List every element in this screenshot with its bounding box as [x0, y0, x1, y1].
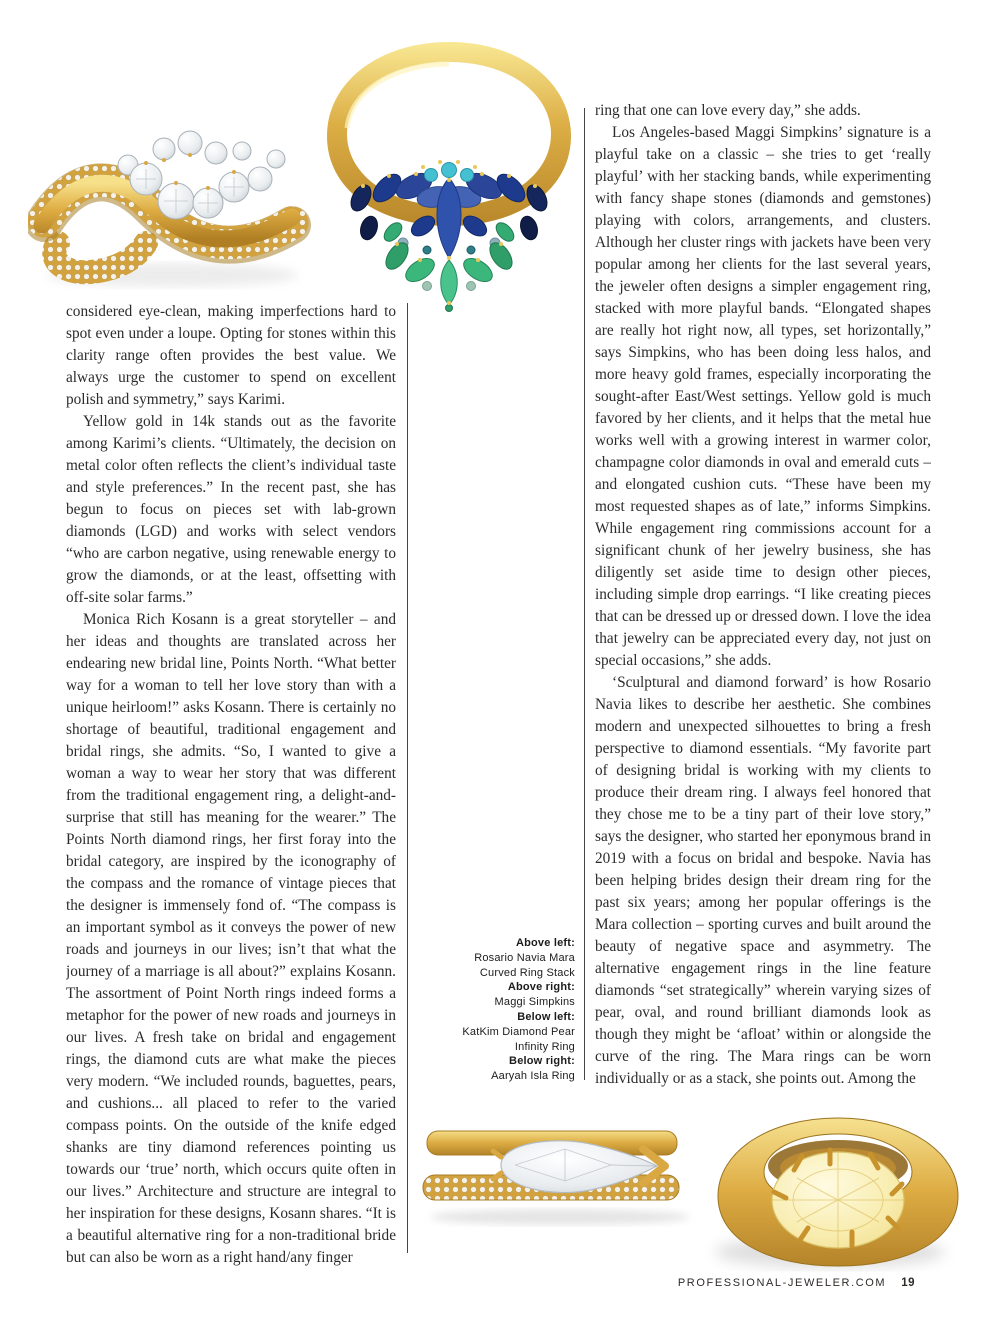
- article-paragraph: ring that one can love every day,” she adds.: [595, 102, 861, 119]
- ring-photo-below-left: [415, 1113, 705, 1231]
- caption-line: Below right:: [509, 1055, 575, 1068]
- caption-line: Below left:: [517, 1010, 575, 1023]
- caption-line: Curved Ring Stack: [479, 966, 575, 979]
- caption-line: Maggi Simpkins: [494, 996, 575, 1009]
- page-footer: [678, 1277, 915, 1289]
- column-divider-left: [407, 303, 408, 1253]
- article-right-column: [595, 100, 931, 1090]
- article-paragraph: considered eye-clean, making imperfections hard to spot even under a loupe. Opting for stones within this clarity range often provides the best value. We always urge the customer to spend on excellent polish and symmetry,” says Karimi.: [66, 303, 396, 408]
- ring-photo-above-left: [28, 83, 313, 295]
- photo-caption-block: [355, 936, 575, 1084]
- caption-line: Above right:: [507, 981, 575, 994]
- caption-line: Rosario Navia Mara: [474, 951, 575, 964]
- article-paragraph: Monica Rich Kosann is a great storyteller – and her ideas and thoughts are translated across her endearing new bridal line, Points North. “What better way for a woman to tell her love story than with a unique heirloom!” asks Kosann. There is certainly no shortage of beautiful, traditional engagement and bridal rings, she admits. “So, I wanted to give a woman a way to wear her story that was different from the traditional engagement ring, a delight-and-surprise that still has meaning for the wearer.” The Points North diamond rings, her first foray into the bridal category, are inspired by the iconography of the compass and the romance of vintage pieces that the designer is immensely fond of. “The compass is an important symbol as it conveys the power of new roads and journeys in our lives; isn’t that what the journey of a marriage is all about?” explains Kosann. The assortment of Point North rings indeed forms a metaphor for the power of new roads and journeys in our lives. A fresh take on bridal and engagement rings, the diamond cuts are what make the pieces very modern. “We included rounds, baguettes, pears, and cushions... all placed to refer to the varied compass points. On the outside of the knife edged shanks are tiny diamond references pointing us towards our ‘true’ north, which occurs quite often in our lives.” Architecture and structure are integral to her inspiration for these designs, Kosann shares. “It is a beautiful alternative ring for a non-traditional bride but can also be worn as a right hand/any finger: [66, 611, 396, 1266]
- yellow-oval-ring-illustration: [702, 1100, 974, 1280]
- caption-line: Aaryah Isla Ring: [491, 1070, 575, 1083]
- sapphire-emerald-ring-illustration: [303, 20, 595, 312]
- column-divider-right: [584, 108, 585, 1080]
- curved-ring-stack-illustration: [28, 83, 313, 295]
- ring-photo-above-right: [303, 20, 595, 312]
- footer-website: PROFESSIONAL-JEWELER.COM: [677, 1277, 887, 1289]
- caption-line: Infinity Ring: [514, 1040, 575, 1053]
- caption-line: Above left:: [515, 937, 575, 949]
- article-paragraph: ‘Sculptural and diamond forward’ is how Rosario Navia likes to describe her aesthetic. She combines modern and unexpected silhouettes to bring a fresh perspective to diamond essentials. “My favorite part of designing bridal is working with my clients to produce their dream ring. I always feel honored that they chose me to be a tiny part of their love story,” says the designer, who started her eponymous brand in 2019 with a focus on bridal and bespoke. Navia has been helping brides design their dream ring for the past six years; among her popular offerings is the Mara collection – sporting curves and built around the beauty of negative space and asymmetry. The alternative engagement rings in the line feature diamonds “set strategically” wherein varying sizes of pear, oval, and round brilliant diamonds look as though they might be ‘afloat’ within or alongside the curve of the ring. The Mara rings can be worn individually or as a stack, she points out. Among the: [595, 674, 931, 1087]
- article-left-column: [66, 301, 396, 1267]
- page-number: 19: [901, 1277, 915, 1289]
- ring-photo-below-right: [702, 1100, 974, 1280]
- article-paragraph: Los Angeles-based Maggi Simpkins’ signature is a playful take on a classic – she tries to get ‘really playful’ with her stacking bands, while experimenting with fancy shape stones (diamonds and gemstones) playing with colors, arrangements, and clusters. Although her cluster rings with jackets have been very popular among her clients for the last several years, the jeweler often designs a simpler engagement ring, stacked with more playful bands. “Elongated shapes are really hot right now, all types, set horizontally,” says Simpkins, who has been doing less halos, and more heavy gold frames, especially incorporating the sought-after East/West settings. Yellow gold is much favored by her clients, and it helps that the metal hue works well with a growing interest in warmer color, champagne color diamonds in oval and emerald cuts – and elongated cushion cuts. “These have been my most requested shapes as of late,” informs Simpkins. While engagement ring commissions account for a significant chunk of her jewelry business, she has diligently set aside time to design other pieces, including simple drop earrings. “I like creating pieces that can be dressed up or dressed down. I love the idea that jewelry can be appreciated every day, not just on special occasions,” she adds.: [595, 124, 931, 669]
- pear-infinity-ring-illustration: [415, 1113, 705, 1231]
- article-paragraph: Yellow gold in 14k stands out as the favorite among Karimi’s clients. “Ultimately, the decision on metal color often reflects the client’s individual taste and style preferences.” In the recent past, she has begun to focus on pieces set with lab-grown diamonds (LGD) and works with select vendors “who are carbon negative, using renewable energy to grow the diamonds, or at the least, offsetting with off-site solar farms.”: [66, 413, 396, 606]
- caption-line: KatKim Diamond Pear: [462, 1025, 575, 1038]
